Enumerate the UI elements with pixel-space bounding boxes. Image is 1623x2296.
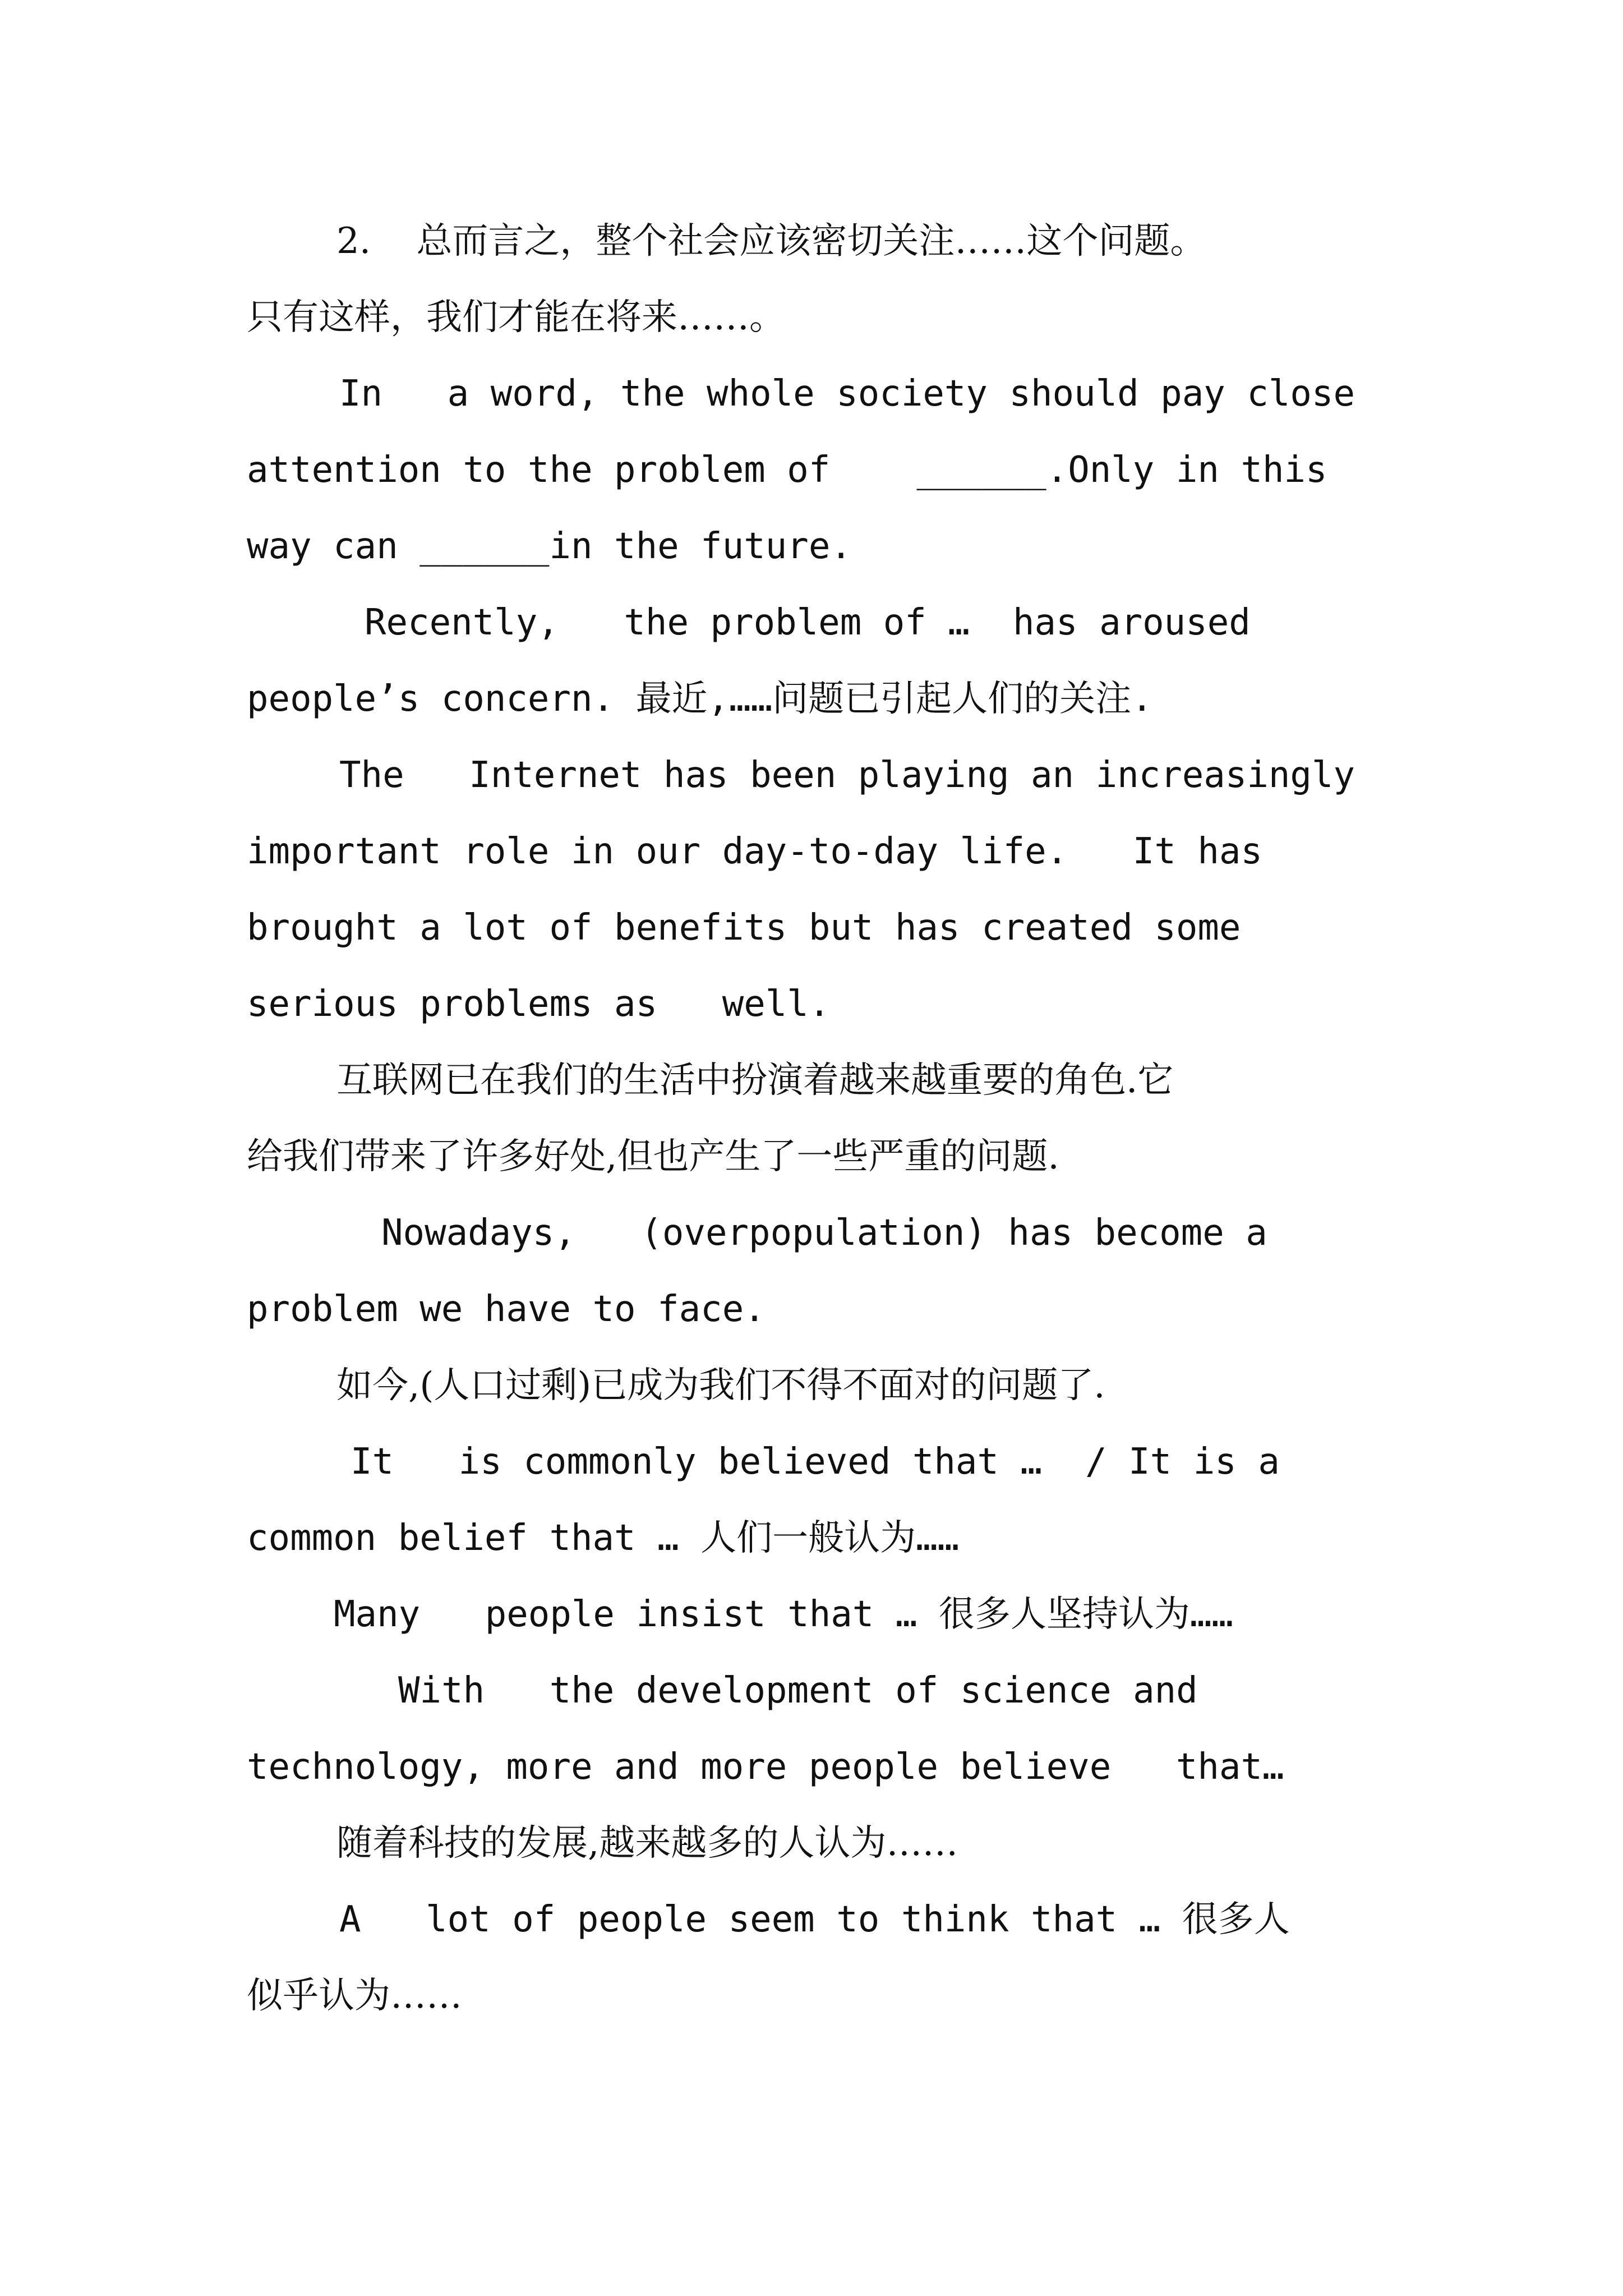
line-text: technology, more and more people believe that…	[247, 1746, 1284, 1788]
paragraph-line	[247, 1434, 1380, 1490]
paragraph-line	[247, 289, 1380, 346]
line-text: Recently, the problem of … has aroused	[365, 602, 1251, 643]
line-text: way can ______in the future.	[247, 526, 852, 567]
paragraph-line	[247, 213, 1380, 269]
paragraph-line	[247, 1739, 1380, 1795]
line-text: 互联网已在我们的生活中扮演着越来越重要的角色.它	[336, 1060, 1174, 1101]
paragraph-line	[247, 1281, 1380, 1337]
paragraph-line	[247, 1358, 1380, 1414]
line-text: 给我们带来了许多好处,但也产生了一些严重的问题.	[247, 1136, 1059, 1177]
paragraph-line	[247, 442, 1380, 498]
paragraph-line	[247, 1510, 1380, 1566]
paragraph-line	[247, 1052, 1380, 1108]
paragraph-line	[247, 747, 1380, 803]
paragraph-line	[247, 366, 1380, 422]
paragraph-line	[247, 1205, 1380, 1261]
paragraph-line	[247, 518, 1380, 574]
line-text: Nowadays, (overpopulation) has become a	[381, 1212, 1267, 1254]
paragraph-line	[247, 1663, 1380, 1719]
paragraph-line	[247, 823, 1380, 880]
line-text: common belief that … 人们一般认为……	[247, 1517, 960, 1559]
line-text: In a word, the whole society should pay close	[339, 373, 1355, 415]
line-text: 如今,(人口过剩)已成为我们不得不面对的问题了.	[336, 1365, 1105, 1406]
paragraph-line	[247, 671, 1380, 727]
line-text: problem we have to face.	[247, 1289, 766, 1330]
line-text: A lot of people seem to think that … 很多人	[339, 1899, 1290, 1940]
line-text: It is commonly believed that … / It is a	[351, 1441, 1280, 1483]
line-text: 似乎认为……	[247, 1975, 462, 2017]
line-text: people’s concern. 最近,……问题已引起人们的关注.	[247, 678, 1153, 720]
line-text: important role in our day-to-day life. It has	[247, 831, 1262, 872]
paragraph-line	[247, 1968, 1380, 2024]
line-text: With the development of science and	[398, 1670, 1198, 1711]
paragraph-line	[247, 1815, 1380, 1871]
line-text: 2. 总而言之，整个社会应该密切关注……这个问题。	[336, 220, 1206, 262]
line-text: 只有这样，我们才能在将来……。	[247, 297, 785, 338]
paragraph-line	[247, 1892, 1380, 1948]
paragraph-line	[247, 1129, 1380, 1185]
paragraph-line	[247, 1586, 1380, 1642]
line-text: attention to the problem of ______.Only in this	[247, 449, 1327, 491]
line-text: brought a lot of benefits but has created some	[247, 907, 1241, 949]
paragraph-line	[247, 900, 1380, 956]
paragraph-line	[247, 976, 1380, 1032]
paragraph-line	[247, 595, 1380, 651]
line-text: 随着科技的发展,越来越多的人认为……	[336, 1823, 958, 1864]
line-text: Many people insist that … 很多人坚持认为……	[334, 1594, 1233, 1635]
line-text: serious problems as well.	[247, 983, 831, 1025]
line-text: The Internet has been playing an increasingly	[339, 754, 1355, 796]
